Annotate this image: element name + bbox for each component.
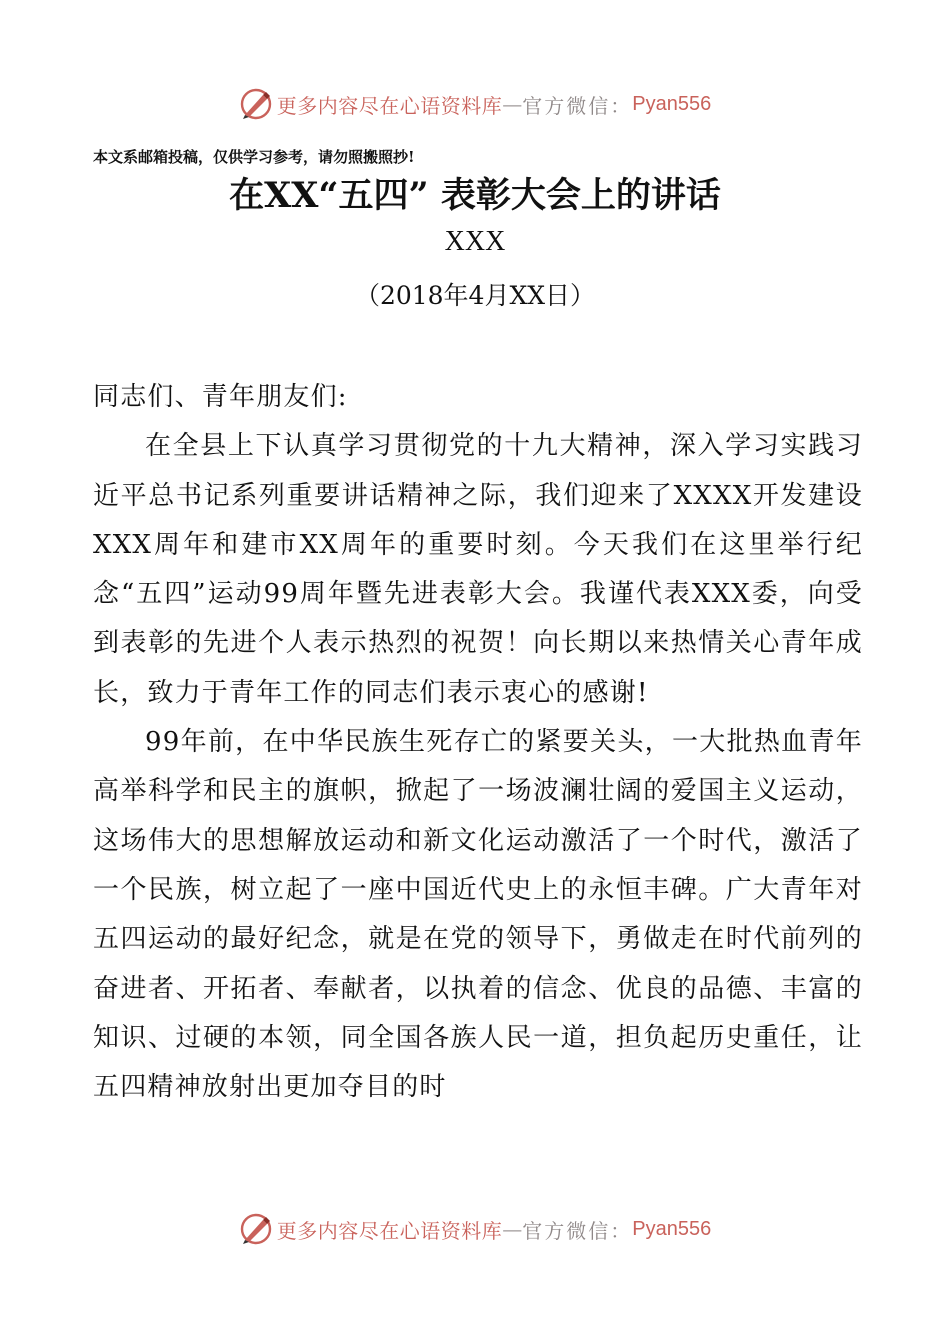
pen-logo-icon (239, 87, 273, 121)
banner-dash: — (502, 1217, 523, 1241)
pen-logo-icon (239, 1212, 273, 1246)
banner-text: 更多内容尽在心语资料库 (276, 93, 503, 118)
document-title: 在XX“五四” 表彰大会上的讲话 (229, 175, 721, 216)
banner-text: 更多内容尽在心语资料库 (276, 1218, 503, 1243)
banner-wechat-id: Pyan556 (632, 1217, 712, 1240)
speech-date: （2018年4月XX日） (354, 281, 596, 310)
copy-notice: 本文系邮箱投稿，仅供学习参考，请勿照搬照抄! (93, 148, 415, 166)
footer-banner (0, 1209, 950, 1249)
paragraph-2: 99年前，在中华民族生死存亡的紧要关头，一大批热血青年高举科学和民主的旗帜，掀起了一场波澜壮阔的爱国主义运动，这场伟大的思想解放运动和新文化运动激活了一个时代，激活了一个民族，树立起了一座中国近代史上的永恒丰碑。广大青年对五四运动的最好纪念，就是在党的领导下，勇做走在时代前列的奋进者、开拓者、奉献者，以执着的信念、优良的品德、丰富的知识、过硬的本领，同全国各族人民一道，担负起历史重任，让五四精神放射出更加夺目的时 (93, 727, 863, 1103)
paragraph-1: 在全县上下认真学习贯彻党的十九大精神，深入学习实践习近平总书记系列重要讲话精神之际，我们迎来了XXXX开发建设XXX周年和建市XX周年的重要时刻。今天我们在这里举行纪念“五四”运动99周年暨先进表彰大会。我谨代表XXX委，向受到表彰的先进个人表示热烈的祝贺！向长期以来热情关心青年成长，致力于青年工作的同志们表示衷心的感谢! (93, 431, 863, 708)
header-banner (0, 84, 950, 124)
greeting: 同志们、青年朋友们: (93, 382, 348, 412)
document-body (93, 373, 863, 1112)
author: XXX (444, 226, 506, 257)
banner-official-label: 官方微信： (522, 93, 633, 118)
banner-wechat-id: Pyan556 (632, 92, 712, 115)
banner-official-label: 官方微信： (522, 1218, 633, 1243)
banner-dash: — (502, 92, 523, 116)
